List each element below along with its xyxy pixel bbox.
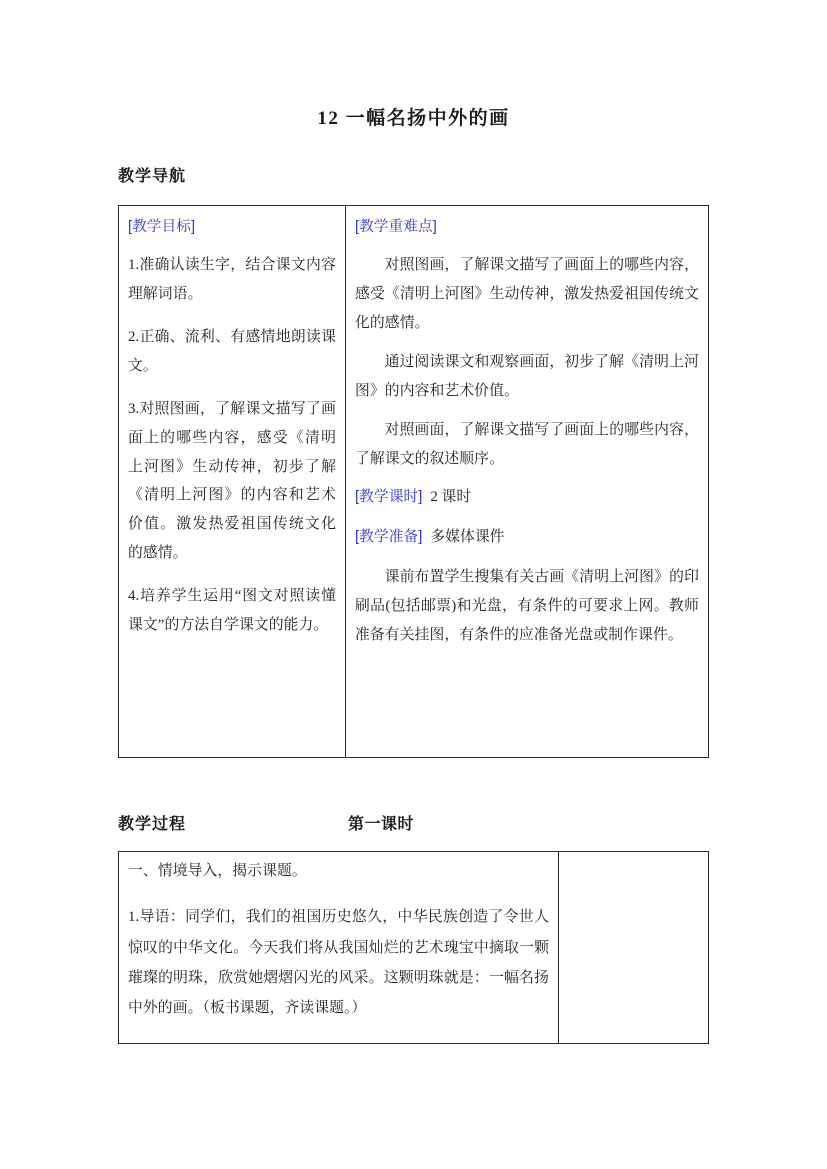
- teaching-objectives-cell: [119, 206, 346, 757]
- key-difficulties-cell: [346, 206, 708, 757]
- preparation-row: [355, 523, 699, 552]
- key-difficulty-paragraph: 对照图画，了解课文描写了画面上的哪些内容，感受《清明上河图》生动传神，激发热爱祖国传统文化的感情。: [355, 257, 699, 332]
- section-heading-lesson-one: 第一课时: [348, 816, 415, 833]
- class-hours-row: [355, 483, 699, 512]
- preparation-detail-paragraph: 课前布置学生搜集有关古画《清明上河图》的印刷品(包括邮票)和光盘，有条件的可要求上网。教师准备有关挂图，有条件的应准备光盘或制作课件。: [355, 569, 699, 643]
- section-heading-teaching-guide: 教学导航: [118, 168, 187, 185]
- key-difficulty-paragraph: 通过阅读课文和观察画面，初步了解《清明上河图》的内容和艺术价值。: [355, 354, 699, 399]
- objective-item: 4.培养学生运用“图文对照读懂课文”的方法自学课文的能力。: [128, 587, 336, 633]
- class-hours-label: [教学课时]: [355, 489, 423, 506]
- key-difficulty-paragraph: 对照画面，了解课文描写了画面上的哪些内容，了解课文的叙述顺序。: [355, 421, 699, 467]
- objective-item: 2.正确、流利、有感情地朗读课文。: [128, 329, 336, 374]
- page-title: 12 一幅名扬中外的画: [317, 108, 510, 129]
- objective-item: 1.准确认读生字，结合课文内容理解词语。: [128, 257, 336, 303]
- teaching-process-table: [118, 851, 709, 1044]
- section-heading-teaching-process: 教学过程: [118, 816, 187, 833]
- teaching-guide-table: [118, 205, 709, 758]
- preparation-label: [教学准备]: [355, 529, 423, 546]
- key-difficulties-heading: [教学重难点]: [355, 219, 437, 235]
- teaching-objectives-heading: [教学目标]: [128, 219, 196, 235]
- process-step-body: 1.导语：同学们，我们的祖国历史悠久，中华民族创造了令世人惊叹的中华文化。今天我们将从我国灿烂的艺术瑰宝中摘取一颗璀璨的明珠，欣赏她熠熠闪光的风采。这颗明珠就是：一幅名扬中外的画。（板书课题，齐读课题。）: [128, 909, 549, 1017]
- preparation-value: 多媒体课件: [430, 529, 505, 546]
- process-notes-cell: [559, 852, 708, 1043]
- objective-item: 3.对照图画，了解课文描写了画面上的哪些内容，感受《清明上河图》生动传神，初步了解《清明上河图》的内容和艺术价值。激发热爱祖国传统文化的感情。: [128, 400, 336, 562]
- process-step-heading: 一、情境导入，揭示课题。: [128, 863, 307, 879]
- process-content-cell: [119, 852, 559, 1043]
- class-hours-value: 2 课时: [430, 489, 472, 506]
